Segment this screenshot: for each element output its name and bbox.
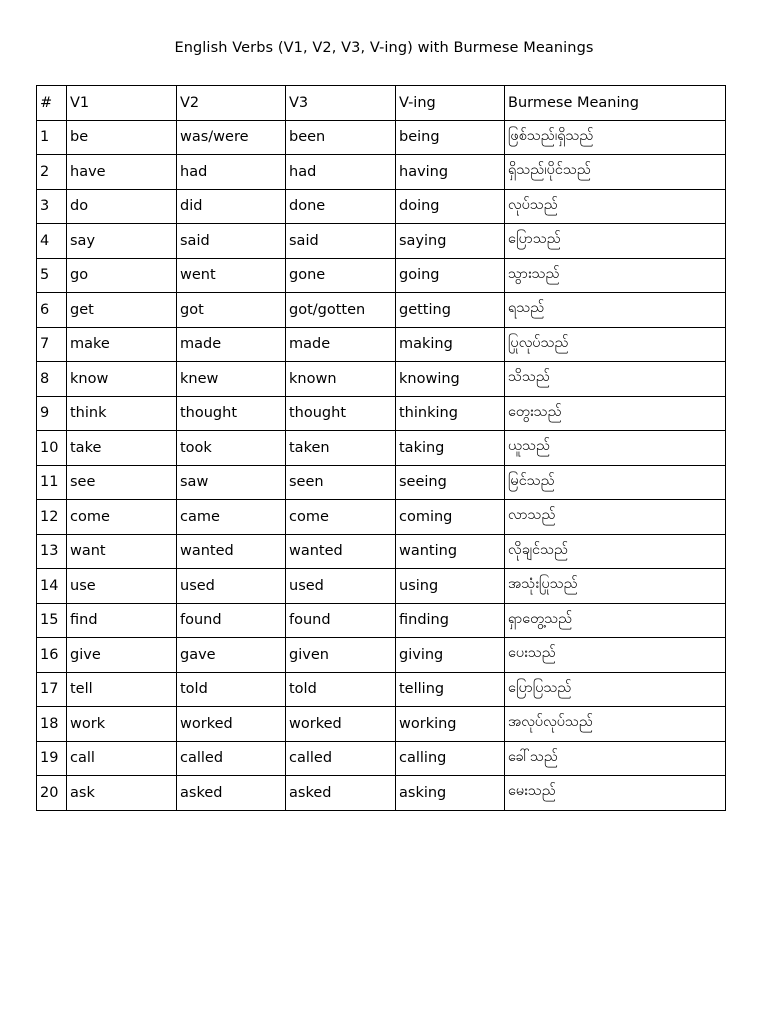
row-number-cell: 17 <box>37 672 67 707</box>
v1-cell: have <box>67 155 177 190</box>
v1-cell: see <box>67 465 177 500</box>
v2-cell: took <box>177 431 286 466</box>
row-number-cell: 19 <box>37 741 67 776</box>
table-row <box>37 534 726 569</box>
burmese-meaning-cell: အသုံးပြုသည် <box>505 569 726 604</box>
v1-cell: ask <box>67 776 177 811</box>
table-row <box>37 707 726 742</box>
table-row <box>37 155 726 190</box>
v3-cell: said <box>286 224 396 259</box>
v3-cell: found <box>286 603 396 638</box>
table-row <box>37 741 726 776</box>
burmese-meaning-cell: ပေးသည် <box>505 638 726 673</box>
v3-cell: told <box>286 672 396 707</box>
v1-cell: make <box>67 327 177 362</box>
ving-cell: working <box>396 707 505 742</box>
v2-cell: gave <box>177 638 286 673</box>
burmese-meaning-cell: ရသည် <box>505 293 726 328</box>
v1-cell: want <box>67 534 177 569</box>
v2-cell: came <box>177 500 286 535</box>
row-number-cell: 10 <box>37 431 67 466</box>
v2-cell: told <box>177 672 286 707</box>
table-row <box>37 569 726 604</box>
v1-cell: tell <box>67 672 177 707</box>
row-number-cell: 2 <box>37 155 67 190</box>
v1-cell: use <box>67 569 177 604</box>
table-row <box>37 224 726 259</box>
burmese-meaning-cell: ပြုလုပ်သည် <box>505 327 726 362</box>
row-number-cell: 1 <box>37 120 67 155</box>
v3-cell: had <box>286 155 396 190</box>
v3-cell: thought <box>286 396 396 431</box>
row-number-cell: 15 <box>37 603 67 638</box>
v3-cell: gone <box>286 258 396 293</box>
v3-cell: got/gotten <box>286 293 396 328</box>
ving-cell: making <box>396 327 505 362</box>
row-number-cell: 20 <box>37 776 67 811</box>
ving-cell: having <box>396 155 505 190</box>
row-number-cell: 12 <box>37 500 67 535</box>
table-row <box>37 603 726 638</box>
v3-cell: asked <box>286 776 396 811</box>
table-row <box>37 189 726 224</box>
v2-cell: said <box>177 224 286 259</box>
burmese-meaning-cell: ယူသည် <box>505 431 726 466</box>
column-header-ving: V-ing <box>396 86 505 121</box>
ving-cell: saying <box>396 224 505 259</box>
table-row <box>37 293 726 328</box>
table-row <box>37 258 726 293</box>
table-row <box>37 638 726 673</box>
ving-cell: knowing <box>396 362 505 397</box>
ving-cell: telling <box>396 672 505 707</box>
burmese-meaning-cell: လာသည် <box>505 500 726 535</box>
ving-cell: thinking <box>396 396 505 431</box>
v1-cell: come <box>67 500 177 535</box>
column-header-burmese-meaning: Burmese Meaning <box>505 86 726 121</box>
v2-cell: was/were <box>177 120 286 155</box>
v2-cell: knew <box>177 362 286 397</box>
burmese-meaning-cell: လုပ်သည် <box>505 189 726 224</box>
v1-cell: know <box>67 362 177 397</box>
row-number-cell: 6 <box>37 293 67 328</box>
row-number-cell: 7 <box>37 327 67 362</box>
v1-cell: call <box>67 741 177 776</box>
table-row <box>37 120 726 155</box>
column-header-v3: V3 <box>286 86 396 121</box>
table-header-row <box>37 86 726 121</box>
v2-cell: wanted <box>177 534 286 569</box>
burmese-meaning-cell: မေးသည် <box>505 776 726 811</box>
v2-cell: did <box>177 189 286 224</box>
v3-cell: done <box>286 189 396 224</box>
v3-cell: taken <box>286 431 396 466</box>
v2-cell: went <box>177 258 286 293</box>
ving-cell: coming <box>396 500 505 535</box>
v1-cell: say <box>67 224 177 259</box>
burmese-meaning-cell: သွားသည် <box>505 258 726 293</box>
ving-cell: wanting <box>396 534 505 569</box>
v2-cell: made <box>177 327 286 362</box>
ving-cell: taking <box>396 431 505 466</box>
table-row <box>37 500 726 535</box>
v1-cell: go <box>67 258 177 293</box>
ving-cell: giving <box>396 638 505 673</box>
v3-cell: given <box>286 638 396 673</box>
ving-cell: getting <box>396 293 505 328</box>
v3-cell: made <box>286 327 396 362</box>
v2-cell: used <box>177 569 286 604</box>
v3-cell: wanted <box>286 534 396 569</box>
ving-cell: going <box>396 258 505 293</box>
burmese-meaning-cell: တွေးသည် <box>505 396 726 431</box>
verbs-table-body <box>37 120 726 810</box>
ving-cell: asking <box>396 776 505 811</box>
v1-cell: do <box>67 189 177 224</box>
v2-cell: thought <box>177 396 286 431</box>
burmese-meaning-cell: ပြောသည် <box>505 224 726 259</box>
table-row <box>37 396 726 431</box>
v2-cell: called <box>177 741 286 776</box>
table-row <box>37 465 726 500</box>
burmese-meaning-cell: သိသည် <box>505 362 726 397</box>
ving-cell: calling <box>396 741 505 776</box>
ving-cell: using <box>396 569 505 604</box>
row-number-cell: 3 <box>37 189 67 224</box>
column-header-v2: V2 <box>177 86 286 121</box>
column-header-v1: V1 <box>67 86 177 121</box>
table-row <box>37 431 726 466</box>
row-number-cell: 4 <box>37 224 67 259</box>
v3-cell: used <box>286 569 396 604</box>
table-row <box>37 362 726 397</box>
v3-cell: known <box>286 362 396 397</box>
ving-cell: doing <box>396 189 505 224</box>
v1-cell: be <box>67 120 177 155</box>
table-row <box>37 672 726 707</box>
burmese-meaning-cell: ပြောပြသည် <box>505 672 726 707</box>
ving-cell: finding <box>396 603 505 638</box>
document-title: English Verbs (V1, V2, V3, V-ing) with Burmese Meanings <box>174 40 594 56</box>
table-row <box>37 776 726 811</box>
v2-cell: asked <box>177 776 286 811</box>
burmese-meaning-cell: မြင်သည် <box>505 465 726 500</box>
v2-cell: worked <box>177 707 286 742</box>
ving-cell: being <box>396 120 505 155</box>
burmese-meaning-cell: ခေါ်သည် <box>505 741 726 776</box>
row-number-cell: 5 <box>37 258 67 293</box>
verbs-table <box>36 85 726 811</box>
row-number-cell: 13 <box>37 534 67 569</box>
row-number-cell: 11 <box>37 465 67 500</box>
burmese-meaning-cell: ဖြစ်သည်၊ရှိသည် <box>505 120 726 155</box>
ving-cell: seeing <box>396 465 505 500</box>
burmese-meaning-cell: ရှိသည်၊ပိုင်သည် <box>505 155 726 190</box>
v3-cell: been <box>286 120 396 155</box>
v1-cell: think <box>67 396 177 431</box>
v1-cell: get <box>67 293 177 328</box>
table-row <box>37 327 726 362</box>
v2-cell: got <box>177 293 286 328</box>
row-number-cell: 16 <box>37 638 67 673</box>
row-number-cell: 9 <box>37 396 67 431</box>
burmese-meaning-cell: အလုပ်လုပ်သည် <box>505 707 726 742</box>
column-header-number: # <box>37 86 67 121</box>
v1-cell: take <box>67 431 177 466</box>
v3-cell: seen <box>286 465 396 500</box>
v2-cell: found <box>177 603 286 638</box>
burmese-meaning-cell: လိုချင်သည် <box>505 534 726 569</box>
v1-cell: work <box>67 707 177 742</box>
v2-cell: saw <box>177 465 286 500</box>
v2-cell: had <box>177 155 286 190</box>
v3-cell: called <box>286 741 396 776</box>
v3-cell: worked <box>286 707 396 742</box>
row-number-cell: 14 <box>37 569 67 604</box>
v1-cell: give <box>67 638 177 673</box>
burmese-meaning-cell: ရှာတွေ့သည် <box>505 603 726 638</box>
row-number-cell: 18 <box>37 707 67 742</box>
v3-cell: come <box>286 500 396 535</box>
row-number-cell: 8 <box>37 362 67 397</box>
v1-cell: find <box>67 603 177 638</box>
